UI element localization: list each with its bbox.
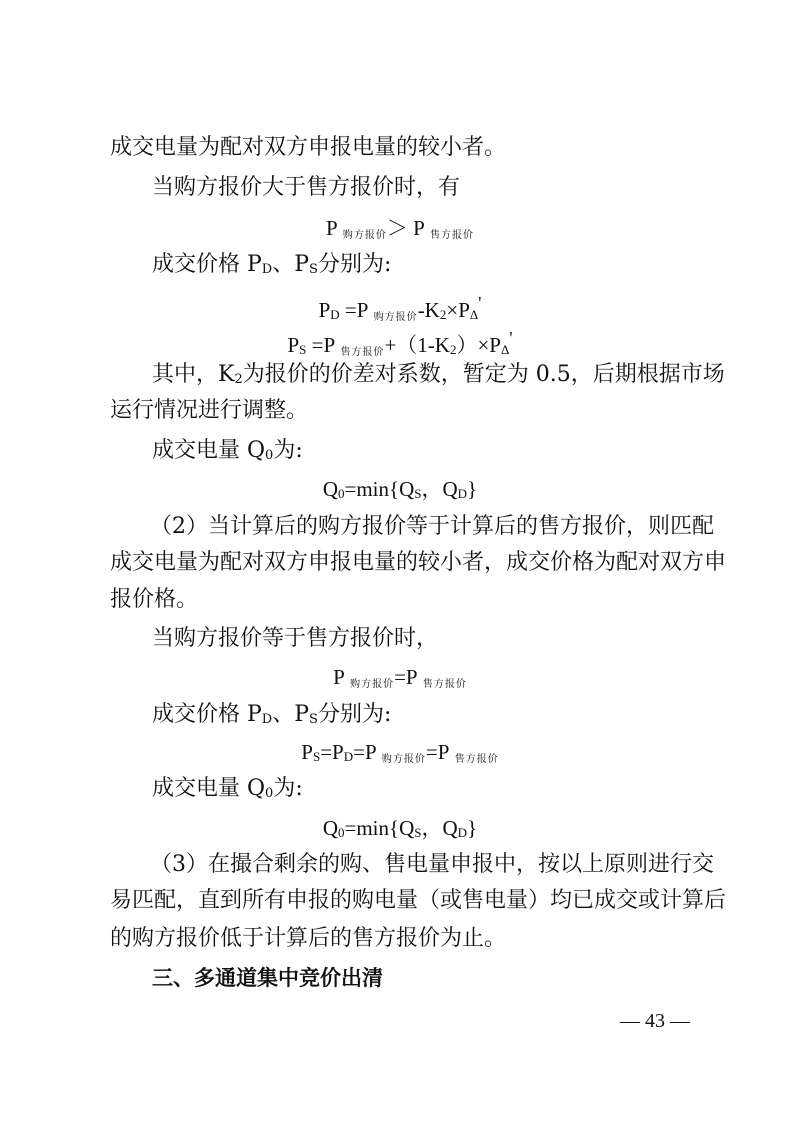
paragraph-line: 其中，K2为报价的价差对系数，暂定为 0.5，后期根据市场 [152,362,725,387]
paragraph-line: 的购方报价低于计算后的售方报价为止。 [110,926,507,951]
paragraph-line: 成交电量 Q0为: [152,438,303,463]
paragraph-line: 成交价格 PD、PS分别为: [152,702,392,727]
formula-pd: PD =P 购方报价-K2×PΔ' [318,293,482,323]
paragraph-line: 运行情况进行调整。 [110,398,309,423]
paragraph-line: （3）在撮合剩余的购、售电量申报中，按以上原则进行交 [150,852,714,877]
formula-buy-equal-sell: P 购方报价=P 售方报价 [333,665,467,690]
paragraph-line: 易匹配，直到所有申报的购电量（或售电量）均已成交或计算后 [110,888,727,913]
paragraph-line: 成交价格 PD、PS分别为: [152,252,392,277]
formula-buy-greater-sell: P 购方报价＞ P 售方报价 [325,216,475,241]
paragraph-line: （2）当计算后的购方报价等于计算后的售方报价，则匹配 [150,514,714,539]
paragraph-line: 报价格。 [110,587,199,612]
formula-q0: Q0=min{QS，QD} [322,816,478,840]
paragraph-line: 成交电量为配对双方申报电量的较小者。 [110,135,507,160]
formula-ps: PS =P 售方报价+（1-K2）×PΔ' [287,328,513,358]
paragraph-line: 成交电量为配对双方申报电量的较小者，成交价格为配对双方申 [110,550,727,575]
formula-ps-pd-equal: PS=PD=P 购方报价=P 售方报价 [301,740,499,765]
formula-q0: Q0=min{QS，QD} [322,477,478,501]
section-heading: 三、多通道集中竞价出清 [152,966,383,990]
paragraph-line: 当购方报价等于售方报价时， [152,626,439,651]
paragraph-line: 当购方报价大于售方报价时，有 [152,175,461,200]
page-number: — 43 — [620,1010,690,1032]
paragraph-line: 成交电量 Q0为: [152,776,303,801]
